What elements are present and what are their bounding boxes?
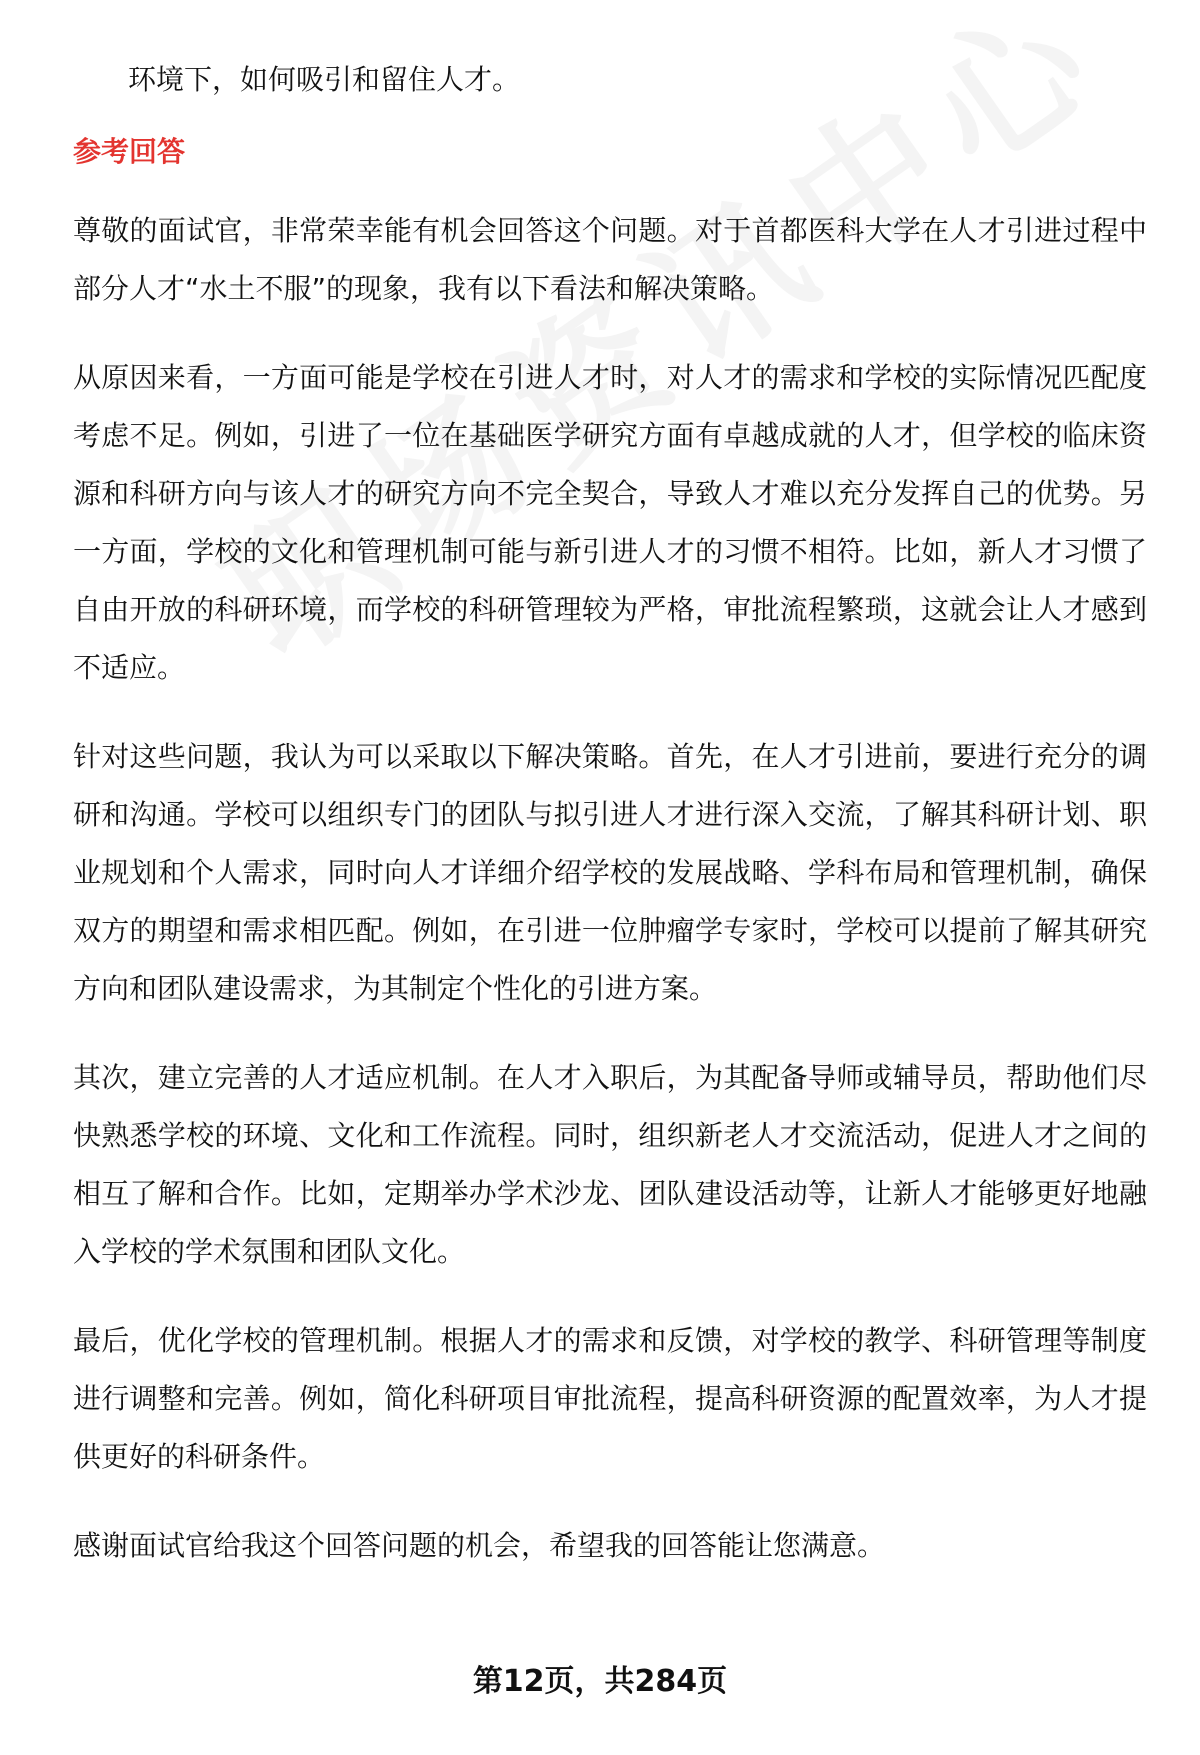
- paragraph-strategy-last: 最后，优化学校的管理机制。根据人才的需求和反馈，对学校的教学、科研管理等制度进行调整和完善。例如，简化科研项目审批流程，提高科研资源的配置效率，为人才提供更好的科研条件。: [73, 1324, 1147, 1473]
- section-title: 参考回答: [73, 135, 186, 168]
- paragraph-closing: 感谢面试官给我这个回答问题的机会，希望我的回答能让您满意。: [73, 1529, 886, 1562]
- paragraph-causes: 从原因来看，一方面可能是学校在引进人才时，对人才的需求和学校的实际情况匹配度考虑不足。例如，引进了一位在基础医学研究方面有卓越成就的人才，但学校的临床资源和科研方向与该人才的研究方向不完全契合，导致人才难以充分发挥自己的优势。另一方面，学校的文化和管理机制可能与新引进人才的习惯不相符。比如，新人才习惯了自由开放的科研环境，而学校的科研管理较为严格，审批流程繁琐，这就会让人才感到不适应。: [73, 361, 1147, 684]
- document-content: [73, 58, 1147, 1606]
- page-number: 第12页，共284页: [472, 1664, 728, 1699]
- lead-line: 环境下，如何吸引和留住人才。: [128, 63, 521, 96]
- paragraph-strategy-first: 针对这些问题，我认为可以采取以下解决策略。首先，在人才引进前，要进行充分的调研和沟通。学校可以组织专门的团队与拟引进人才进行深入交流，了解其科研计划、职业规划和个人需求，同时向人才详细介绍学校的发展战略、学科布局和管理机制，确保双方的期望和需求相匹配。例如，在引进一位肿瘤学专家时，学校可以提前了解其研究方向和团队建设需求，为其制定个性化的引进方案。: [73, 740, 1147, 1005]
- paragraph-strategy-second: 其次，建立完善的人才适应机制。在人才入职后，为其配备导师或辅导员，帮助他们尽快熟悉学校的环境、文化和工作流程。同时，组织新老人才交流活动，促进人才之间的相互了解和合作。比如，定期举办学术沙龙、团队建设活动等，让新人才能够更好地融入学校的学术氛围和团队文化。: [73, 1061, 1147, 1268]
- paragraph-opening: 尊敬的面试官，非常荣幸能有机会回答这个问题。对于首都医科大学在人才引进过程中部分人才“水土不服”的现象，我有以下看法和解决策略。: [73, 214, 1147, 305]
